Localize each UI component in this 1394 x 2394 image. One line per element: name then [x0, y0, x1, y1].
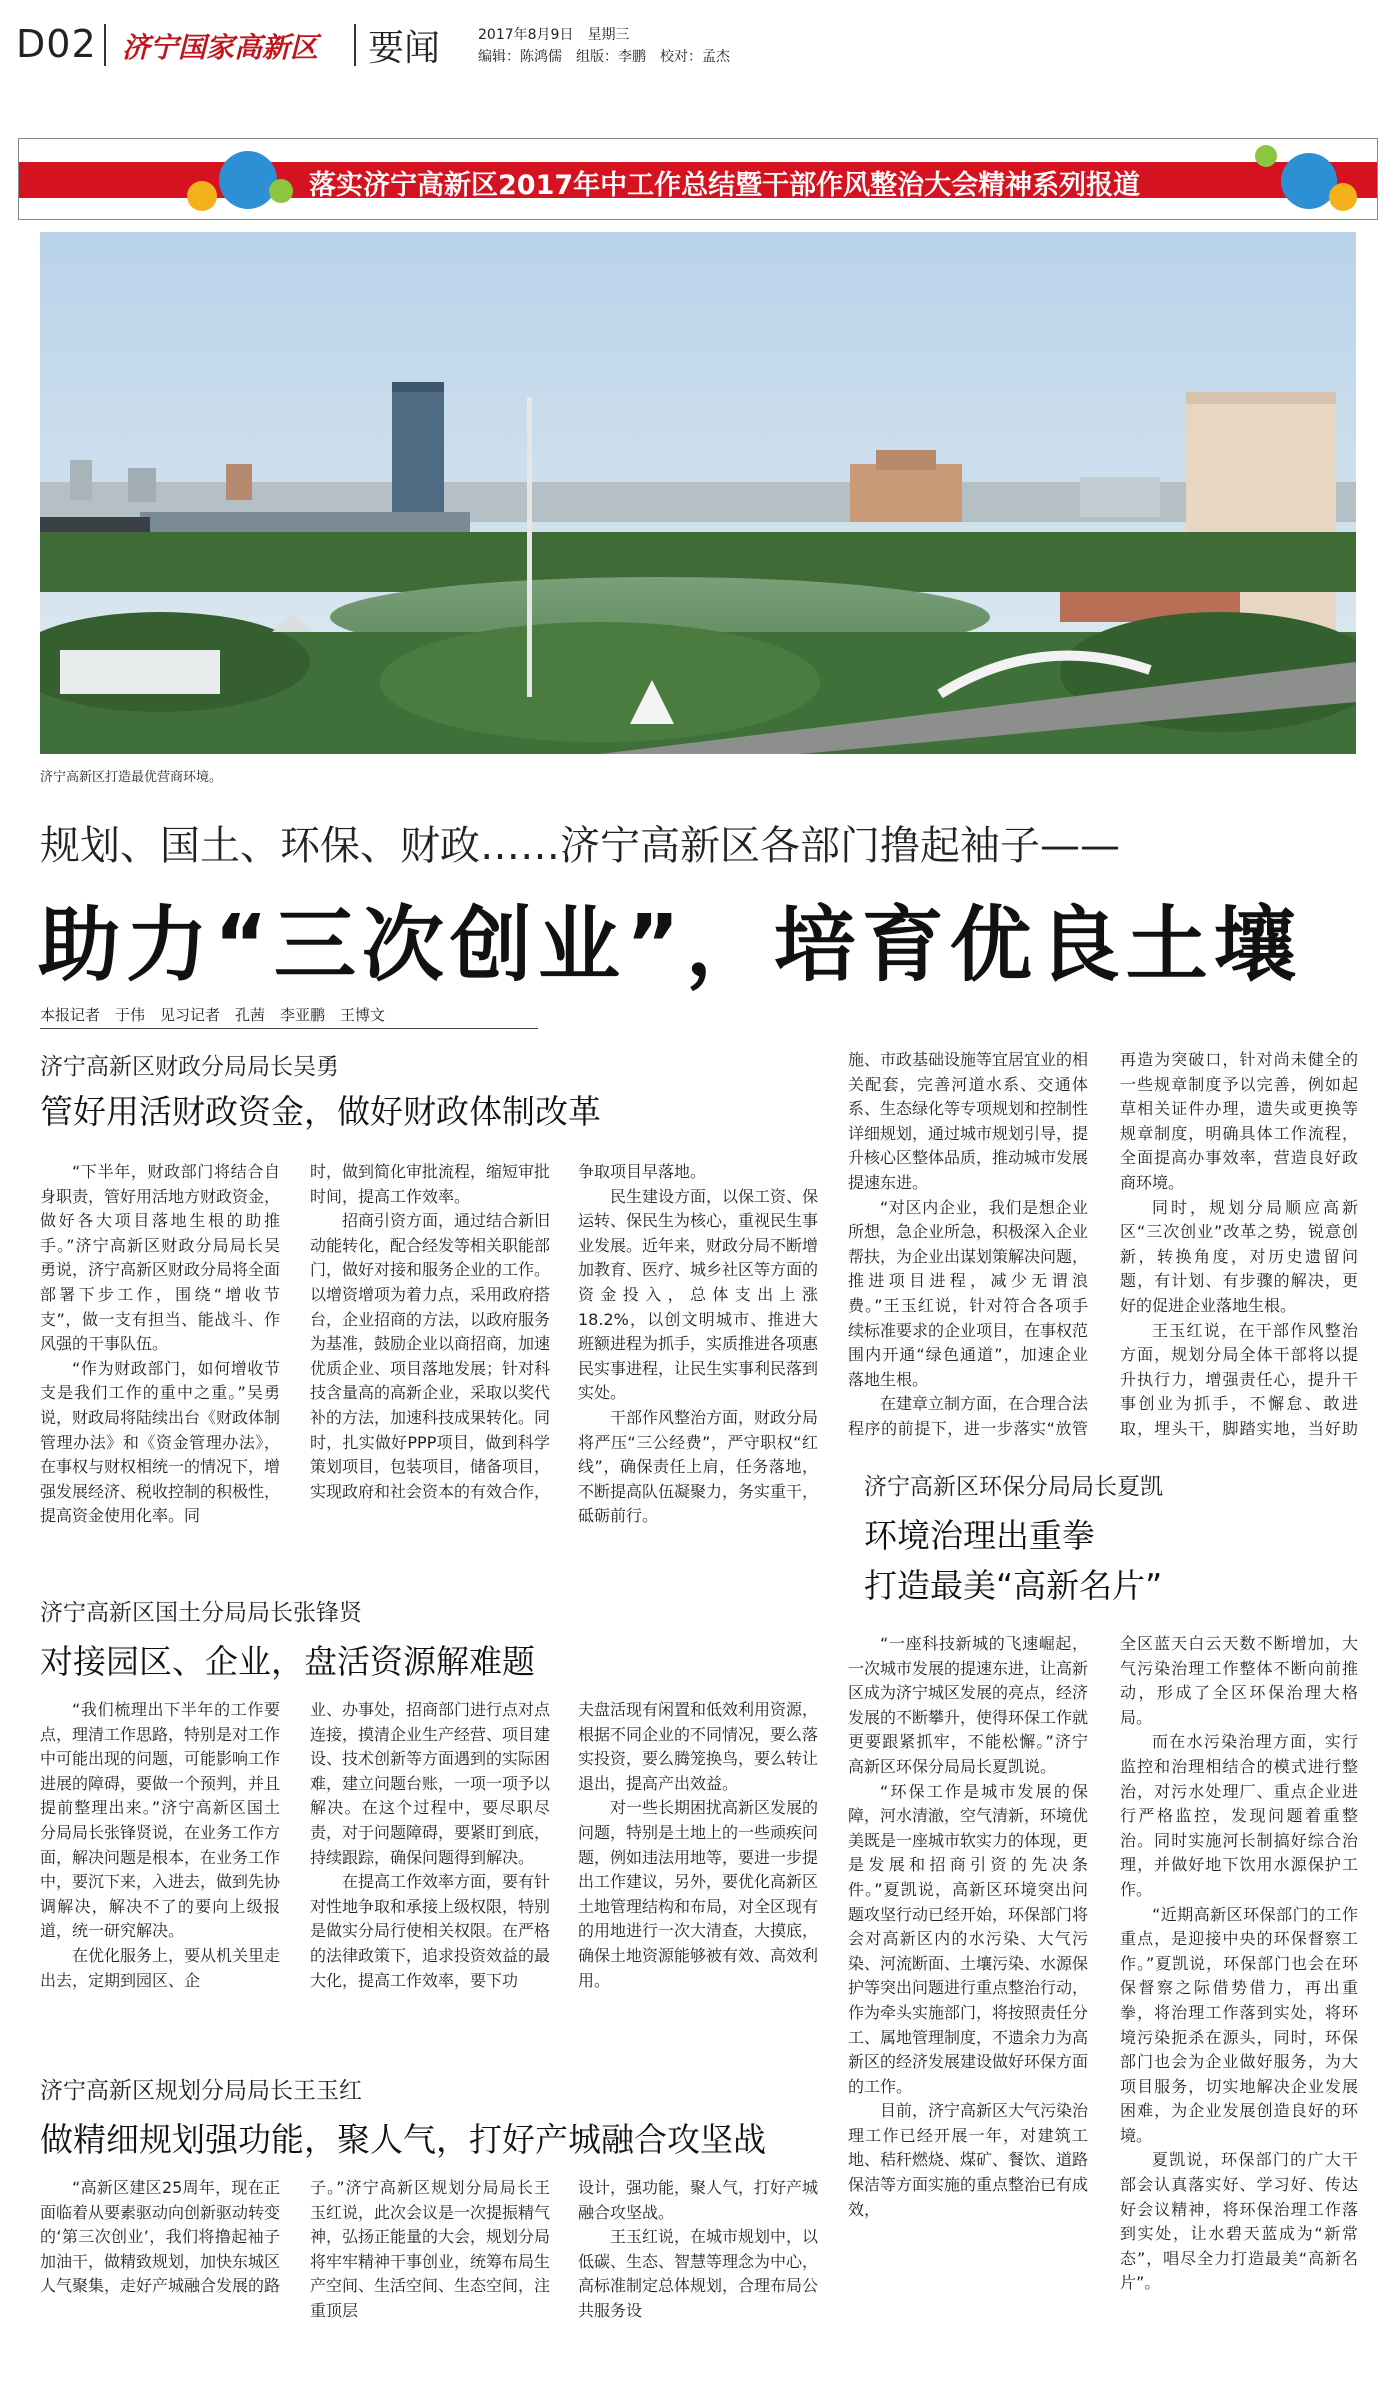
paragraph: “作为财政部门，如何增收节支是我们工作的重中之重。”吴勇说，财政局将陆续出台《财政体制管理办法》和《资金管理办法》，在事权与财权相统一的情况下，增强发展经济、税收控制的积极性，提高资金使用化率。同	[40, 1358, 280, 1526]
planning-column-1	[40, 2176, 280, 2376]
building	[1080, 477, 1160, 517]
paragraph: “下半年，财政部门将结合自身职责，管好用活地方财政资金，做好各大项目落地生根的助推手。”济宁高新区财政分局局长吴勇说，济宁高新区财政分局将全面部署下步工作，围绕“增收节支”，做一支有担当、能战斗、作风强的干事队伍。	[40, 1162, 280, 1354]
land-column-1	[40, 1698, 280, 2054]
paragraph: “高新区建区25周年，现在正面临着从要素驱动向创新驱动转变的‘第三次创业’，我们将撸起袖子加油干，做精致规划，加快东城区人气聚集，走好产城融合发展的路	[40, 2178, 280, 2296]
finance-column-3	[578, 1160, 818, 1576]
environment-column-2	[1120, 1632, 1358, 2380]
paragraph: 夫盘活现有闲置和低效利用资源，根据不同企业的不同情况，要么落实投资，要么腾笼换鸟，要么转让退出，提高产出效益。	[578, 1700, 818, 1793]
article-headline: 助力“三次创业”，培育优良土壤	[38, 898, 1302, 993]
paragraph: 王玉红说，在干部作风整治方面，规划分局全体干部将以提升执行力，增强责任心，提升干事创业为抓手，不懈怠、敢进取，埋头干，脚踏实地，当好助	[1120, 1320, 1358, 1438]
paragraph: 设计，强功能，聚人气，打好产城融合攻坚战。	[578, 2178, 818, 2222]
paragraph: 民生建设方面，以保工资、保运转、保民生为核心，重视民生事业发展。近年来，财政分局不断增加教育、医疗、城乡社区等方面的资金投入，总体支出上涨18.2%，以创文明城市、推进大班额进程为抓手，实质推进各项惠民实事进程，让民生实事利民落到实处。	[578, 1186, 818, 1403]
finance-heading-title: 管好用活财政资金，做好财政体制改革	[40, 1092, 601, 1131]
planning-column-3	[578, 2176, 818, 2376]
article-kicker: 规划、国土、环保、财政……济宁高新区各部门撸起袖子——	[40, 823, 1120, 869]
paragraph: 全区蓝天白云天数不断增加，大气污染治理工作整体不断向前推动，形成了全区环保治理大格局。	[1120, 1634, 1358, 1727]
photo-caption: 济宁高新区打造最优营商环境。	[40, 770, 223, 785]
land-column-2	[310, 1698, 550, 2054]
paragraph: “对区内企业，我们是想企业所想，急企业所急，积极深入企业帮扶，为企业出谋划策解决问题，推进项目进程，减少无谓浪费。”王玉红说，针对符合各项手续标准要求的企业项目，在事权范围内开通“绿色通道”，加速企业落地生根。	[848, 1197, 1088, 1389]
paragraph: 王玉红说，在城市规划中，以低碳、生态、智慧等理念为中心，高标准制定总体规划，合理布局公共服务设	[578, 2227, 818, 2320]
newspaper-logo: 济宁国家高新区	[122, 31, 319, 64]
editor-credits: 编辑：陈鸿儒 组版：李鹏 校对：孟杰	[478, 49, 730, 65]
building	[70, 460, 92, 500]
glass-tower-top	[392, 382, 444, 392]
land-heading-title: 对接园区、企业，盘活资源解难题	[40, 1642, 535, 1681]
finance-column-2	[310, 1160, 550, 1576]
paragraph: 子。”济宁高新区规划分局局长王玉红说，此次会议是一次提振精气神，弘扬正能量的大会，规划分局将牢牢精神干事创业，统筹布局生产空间、生活空间、生态空间，注重顶层	[310, 2178, 550, 2320]
masthead-divider	[354, 24, 356, 66]
banner-title: 落实济宁高新区2017年中工作总结暨干部作风整治大会精神系列报道	[309, 170, 1141, 201]
building	[226, 464, 252, 500]
paragraph: 时，做到简化审批流程，缩短审批时间，提高工作效率。	[310, 1162, 550, 1206]
paragraph: 夏凯说，环保部门的广大干部会认真落实好、学习好、传达好会议精神，将环保治理工作落到实处，让水碧天蓝成为“新常态”，唱尽全力打造最美“高新名片”。	[1120, 2150, 1358, 2293]
banner-circle-icon	[1329, 183, 1357, 211]
glass-tower	[392, 382, 444, 512]
paragraph: 施、市政基础设施等宜居宜业的相关配套，完善河道水系、交通体系、生态绿化等专项规划和控制性详细规划，通过城市规划引导，提升核心区整体品质，推动城市发展提速东进。	[848, 1050, 1088, 1192]
issue-date: 2017年8月9日 星期三	[478, 27, 630, 43]
light-pole	[527, 397, 532, 697]
paragraph: 对一些长期困扰高新区发展的问题，特别是土地上的一些顽疾问题，例如违法用地等，要进一步提出工作建议，另外，要优化高新区土地管理结构和布局，对全区现有的用地进行一次大清查，大摸底，确保土地资源能够被有效、高效利用。	[578, 1798, 818, 1990]
banner-circle-icon	[187, 181, 217, 211]
banner-circle-icon	[1255, 145, 1277, 167]
land-column-3	[578, 1698, 818, 2054]
land-heading-name: 济宁高新区国土分局局长张锋贤	[40, 1600, 362, 1626]
city-photo	[40, 232, 1356, 754]
building	[128, 468, 156, 502]
paragraph: 而在水污染治理方面，实行监控和治理相结合的模式进行整治，对污水处理厂、重点企业进行严格监控，发现问题着重整治。同时实施河长制搞好综合治理，并做好地下饮用水源保护工作。	[1120, 1732, 1358, 1899]
building	[850, 464, 962, 522]
banner-circle-icon	[269, 179, 293, 203]
paragraph: 在优化服务上，要从机关里走出去，定期到园区、企	[40, 1945, 280, 1990]
paragraph: 再造为突破口，针对尚未健全的一些规章制度予以完善，例如起草相关证件办理，遗失或更换等规章制度，明确具体工作流程，全面提高办事效率，营造良好政商环境。	[1120, 1050, 1358, 1192]
planning-column-2	[310, 2176, 550, 2376]
environment-heading-name: 济宁高新区环保分局局长夏凯	[864, 1474, 1163, 1500]
finance-heading-name: 济宁高新区财政分局局长吴勇	[40, 1054, 339, 1080]
paragraph: 业、办事处，招商部门进行点对点连接，摸清企业生产经营、项目建设、技术创新等方面遇到的实际困难，建立问题台账，一项一项予以解决。在这个过程中，要尽职尽责，对于问题障碍，要紧盯到底，持续跟踪，确保问题得到解决。	[310, 1700, 550, 1867]
article-byline: 本报记者 于伟 见习记者 孔茜 李亚鹏 王博文	[40, 1006, 386, 1024]
paragraph: 干部作风整治方面，财政分局将严压“三公经费”，严守职权“红线”，确保责任上肩，任务落地，不断提高队伍凝聚力，务实重干，砥砺前行。	[578, 1407, 818, 1526]
environment-heading-title: 环境治理出重拳	[864, 1516, 1095, 1555]
paragraph: “一座科技新城的飞速崛起，一次城市发展的提速东进，让高新区成为济宁城区发展的亮点，经济发展的不断攀升，使得环保工作就更要跟紧抓牢，不能松懈。”济宁高新区环保分局局长夏凯说。	[848, 1634, 1088, 1776]
hotel-tower-top	[1186, 392, 1336, 404]
masthead-divider	[104, 24, 106, 66]
banner-circle-icon	[219, 151, 277, 209]
paragraph: 在建章立制方面，在合理合法程序的前提下，进一步落实“放管	[848, 1394, 1088, 1438]
paragraph: 目前，济宁高新区大气污染治理工作已经开展一年，对建筑工地、秸秆燃烧、煤矿、餐饮、道路保洁等方面实施的重点整治已有成效，	[848, 2101, 1088, 2219]
paragraph: “我们梳理出下半年的工作要点，理清工作思路，特别是对工作中可能出现的问题，可能影响工作进展的障碍，要做一个预判，并且提前整理出来。”济宁高新区国土分局局长张锋贤说，在业务工作方面，解决问题是根本，在业务工作中，要沉下来，入进去，做到先协调解决，解决不了的要向上级报道，统一研究解决。	[40, 1700, 280, 1941]
page-number: D02	[16, 22, 97, 66]
series-banner	[18, 138, 1378, 220]
planning-heading-title: 做精细规划强功能，聚人气，打好产城融合攻坚战	[40, 2120, 766, 2159]
paragraph: 在提高工作效率方面，要有针对性地争取和承接上级权限，特别是做实分局行使相关权限。在严格的法律政策下，追求投资效益的最大化，提高工作效率，要下功	[310, 1872, 550, 1990]
planning-column-4	[848, 1048, 1088, 1440]
finance-column-1	[40, 1160, 280, 1576]
paragraph: 招商引资方面，通过结合新旧动能转化，配合经发等相关职能部门，做好对接和服务企业的工作。以增资增项为着力点，采用政府搭台，企业招商的方法，以政府服务为基准，鼓励企业以商招商，加速优质企业、项目落地发展；针对科技含量高的高新企业，采取以奖代补的方法，加速科技成果转化。同时，扎实做好PPP项目，做到科学策划项目，包装项目，储备项目，实现政府和社会资本的有效合作，	[310, 1211, 550, 1501]
white-building	[60, 650, 220, 694]
paragraph: 同时，规划分局顺应高新区“三次创业”改革之势，锐意创新，转换角度，对历史遗留问题，有计划、有步骤的解决，更好的促进企业落地生根。	[1120, 1197, 1358, 1315]
environment-heading-subtitle: 打造最美“高新名片”	[864, 1566, 1163, 1605]
planning-heading-name: 济宁高新区规划分局局长王玉红	[40, 2078, 362, 2104]
section-title: 要闻	[368, 28, 441, 69]
byline-rule	[40, 1028, 538, 1029]
planning-column-5	[1120, 1048, 1358, 1440]
environment-column-1	[848, 1632, 1088, 2380]
tree-cluster	[380, 622, 820, 742]
paragraph: “近期高新区环保部门的工作重点，是迎接中央的环保督察工作。”夏凯说，环保部门也会在环保督察之际借势借力，再出重拳，将治理工作落到实处，将环境污染扼杀在源头，同时，环保部门也会为企业做好服务，为大项目服务，切实地解决企业发展困难，为企业发展创造良好的环境。	[1120, 1904, 1358, 2145]
building	[876, 450, 936, 470]
paragraph: 争取项目早落地。	[578, 1162, 707, 1181]
paragraph: “环保工作是城市发展的保障，河水清澈，空气清新，环境优美既是一座城市软实力的体现，更是发展和招商引资的先决条件。”夏凯说，高新区环境突出问题攻坚行动已经开始，环保部门将会对高新区内的水污染、大气污染、河流断面、土壤污染、水源保护等突出问题进行重点整治行动，作为牵头实施部门，将按照责任分工、属地管理制度，不遗余力为高新区的经济发展建设做好环保方面的工作。	[848, 1781, 1088, 2096]
